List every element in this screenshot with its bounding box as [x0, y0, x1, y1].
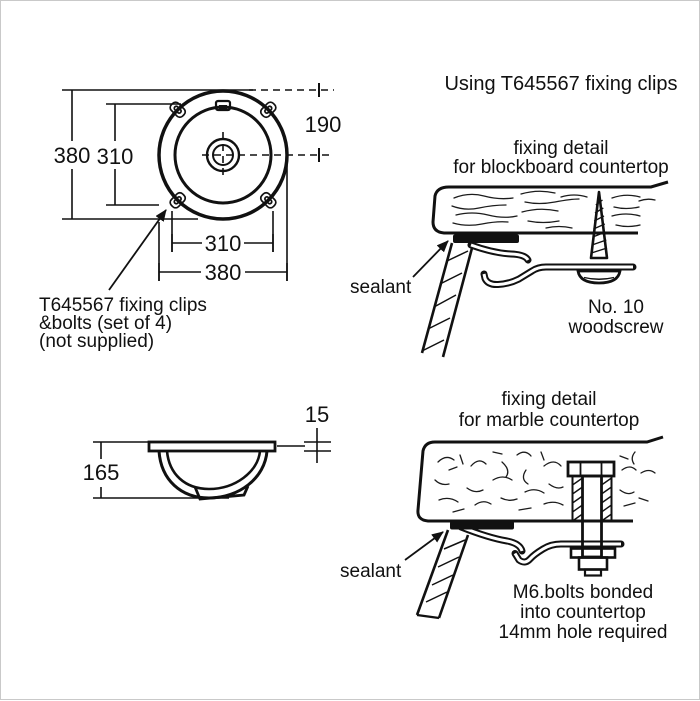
basin-rim-profile [149, 442, 275, 451]
marble-heading-line1: fixing detail [501, 389, 597, 410]
marble-countertop-outline [418, 437, 663, 521]
m6-bolt-assembly [568, 462, 615, 576]
blockboard-fixing-detail [350, 138, 669, 357]
fixing-clips-plan [169, 101, 278, 210]
marble-clip-bracket [515, 544, 621, 562]
marble-texture [435, 452, 655, 512]
blockboard-sealant-arrow [413, 241, 448, 277]
dim-label-380-vertical: 380 [53, 143, 91, 168]
clip-callout-arrow [109, 210, 166, 290]
blockboard-heading-line1: fixing detail [513, 138, 609, 159]
basin-plan-view [39, 83, 341, 352]
bolt-head [568, 462, 614, 476]
marble-basin-wall [417, 530, 468, 618]
bowl-inner-wall [167, 451, 260, 489]
bolt-note-line1: M6.bolts bonded [512, 582, 654, 603]
dim-label-190: 190 [304, 112, 342, 137]
blockboard-basin-lip [471, 245, 528, 260]
blockboard-heading-line2: for blockboard countertop [453, 157, 669, 178]
woodscrew-label-line2: woodscrew [568, 317, 664, 338]
marble-sealant-label: sealant [340, 561, 402, 582]
basin-installation-diagram [1, 1, 700, 701]
woodscrew-label-line1: No. 10 [588, 297, 644, 318]
dim-label-310-vertical: 310 [96, 144, 134, 169]
page-title: Using T645567 fixing clips [444, 73, 678, 95]
clip-callout-line1: T645567 fixing clips [39, 295, 207, 316]
drain-outer-circle [207, 139, 239, 171]
dim-label-310-horizontal: 310 [204, 231, 242, 256]
bolt-note-line2: into countertop [520, 602, 646, 623]
marble-heading-line2: for marble countertop [458, 410, 640, 431]
side-dimension-lines [93, 428, 331, 498]
dim-label-165: 165 [82, 460, 120, 485]
bolt-note-line3: 14mm hole required [498, 622, 668, 643]
clip-callout-line3: (not supplied) [39, 331, 155, 352]
blockboard-sealant-strip [453, 235, 519, 244]
bolt-tip [585, 570, 601, 576]
nut [579, 558, 607, 570]
marble-sealant-strip [450, 521, 514, 530]
clip-callout-line2: &bolts (set of 4) [39, 313, 173, 334]
dim-label-15: 15 [304, 402, 330, 427]
basin-side-view [83, 402, 331, 499]
marble-basin-lip [461, 527, 522, 551]
dim-label-380-horizontal: 380 [204, 260, 242, 285]
blockboard-sealant-label: sealant [350, 277, 412, 298]
blockboard-wood-grain [452, 191, 655, 228]
bonded-hole-hatching [573, 476, 612, 521]
marble-fixing-detail [340, 389, 667, 643]
